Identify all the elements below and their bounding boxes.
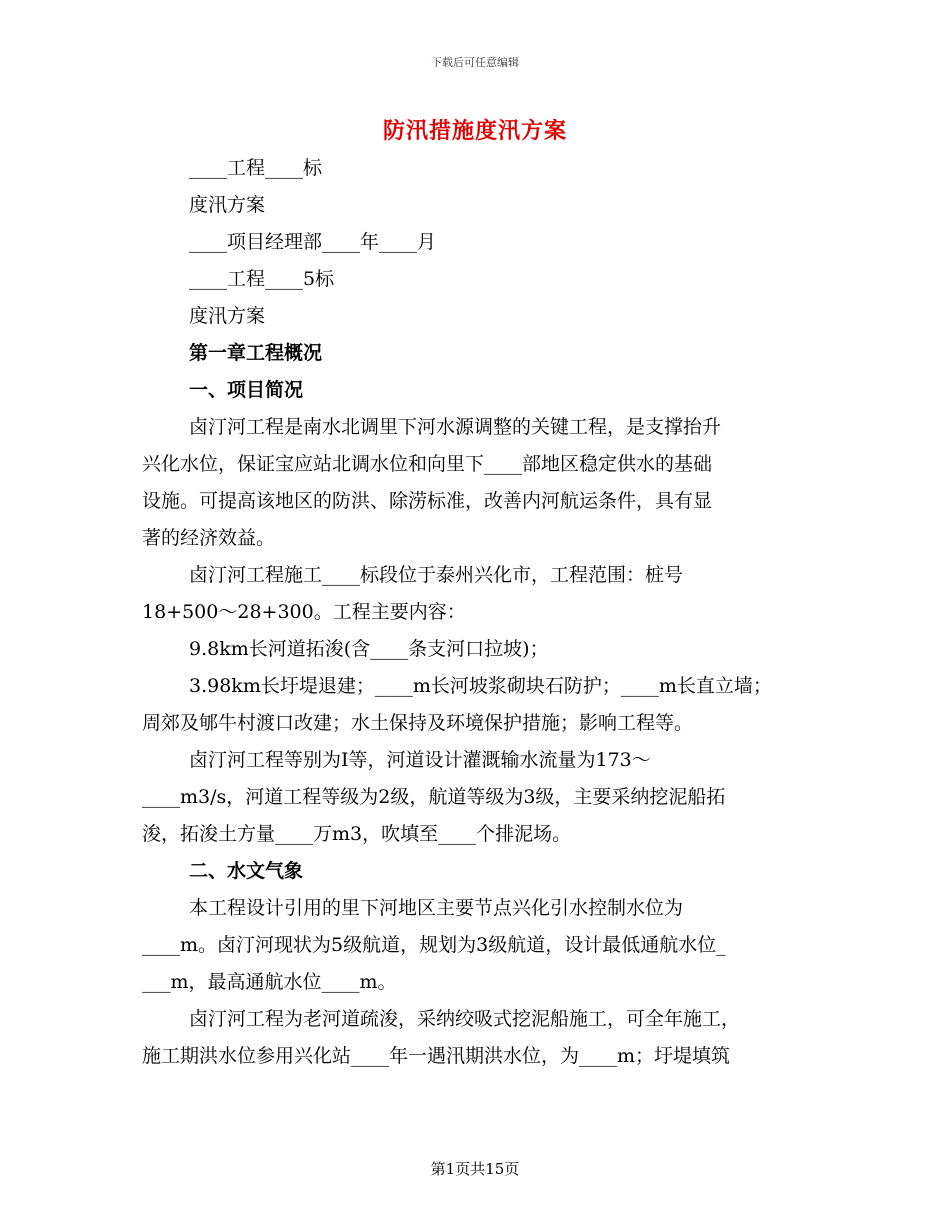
paragraph-line: 3.98km长圩堤退建；____m长河坡浆砌块石防护；____m长直立墙； — [189, 675, 772, 697]
text-line: ____工程____5标 — [189, 268, 335, 290]
document-title: 防汛措施度汛方案 — [382, 118, 567, 144]
text-line: 度汛方案 — [189, 305, 266, 327]
page-footer: 第1页共15页 — [430, 1160, 520, 1178]
paragraph-line: 施工期洪水位参用兴化站____年一遇汛期洪水位，为____m；圩堤填筑 — [142, 1045, 731, 1067]
paragraph-line: 浚，拓浚土方量____万m3，吹填至____个排泥场。 — [142, 823, 572, 845]
paragraph-line: ___m，最高通航水位____m。 — [142, 971, 397, 993]
document-body — [142, 150, 814, 1075]
paragraph-line: 18+500～28+300。工程主要内容： — [142, 601, 466, 623]
paragraph-line: 设施。可提高该地区的防洪、除涝标准，改善内河航运条件，具有显 — [142, 490, 713, 512]
paragraph-line: 卤汀河工程是南水北调里下河水源调整的关键工程，是支撑抬升 — [189, 416, 722, 438]
text-line: 度汛方案 — [189, 194, 266, 216]
text-line: ____工程____标 — [189, 157, 323, 179]
section-heading: 一、项目简况 — [189, 379, 304, 401]
paragraph-line: 著的经济效益。 — [142, 527, 276, 549]
paragraph-line: 本工程设计引用的里下河地区主要节点兴化引水控制水位为 — [189, 897, 684, 919]
paragraph-line: 卤汀河工程为老河道疏浚，采纳绞吸式挖泥船施工，可全年施工， — [189, 1008, 741, 1030]
page-header: 下载后可任意编辑 — [431, 56, 519, 69]
chapter-heading: 第一章工程概况 — [189, 342, 323, 364]
paragraph-line: 卤汀河工程等别为Ⅰ等，河道设计灌溉输水流量为173～ — [189, 749, 651, 771]
section-heading: 二、水文气象 — [189, 860, 304, 882]
paragraph-line: 9.8km长河道拓浚(含____条支河口拉坡)； — [189, 638, 549, 660]
text-line: ____项目经理部____年____月 — [189, 231, 437, 253]
paragraph-line: 卤汀河工程施工____标段位于泰州兴化市，工程范围：桩号 — [189, 564, 684, 586]
paragraph-line: 兴化水位，保证宝应站北调水位和向里下____部地区稳定供水的基础 — [142, 453, 713, 475]
paragraph-line: 周郊及郇牛村渡口改建；水土保持及环境保护措施；影响工程等。 — [142, 712, 694, 734]
paragraph-line: ____m3/s，河道工程等级为2级，航道等级为3级，主要采纳挖泥船拓 — [142, 786, 726, 808]
paragraph-line: ____m。卤汀河现状为5级航道，规划为3级航道，设计最低通航水位_ — [142, 934, 726, 956]
